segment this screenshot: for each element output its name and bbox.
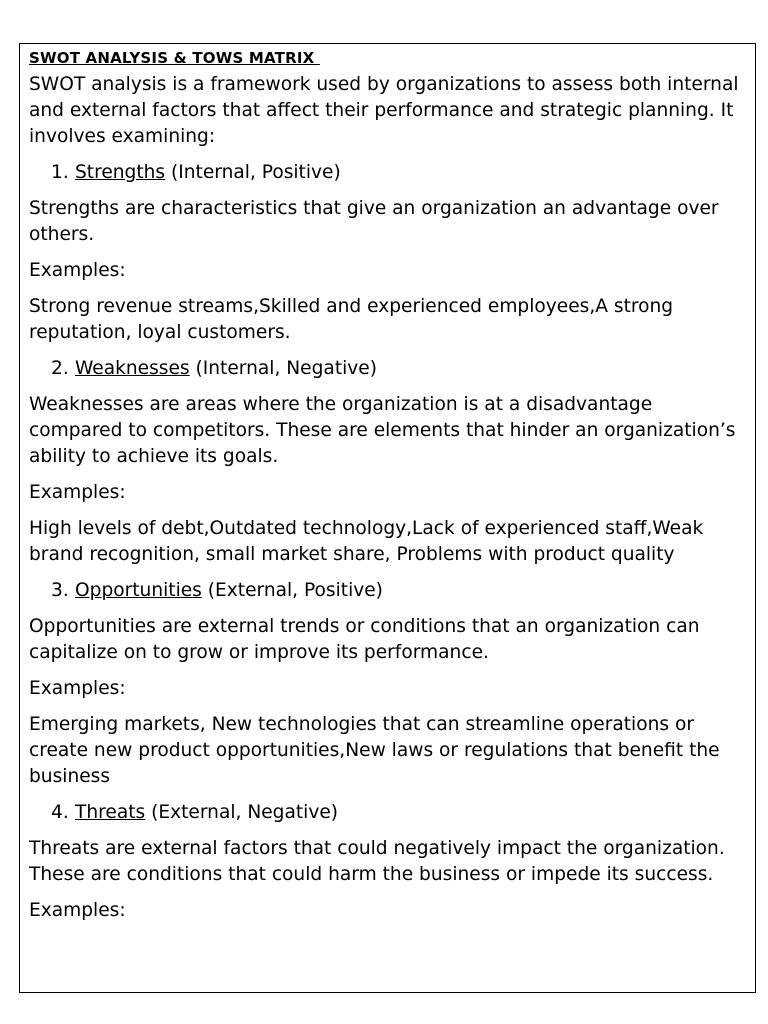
list-number: 1. (51, 162, 69, 183)
qualifier-text: (External, Negative) (145, 802, 339, 823)
term-threats: Threats (75, 802, 146, 823)
term-strengths: Strengths (75, 162, 166, 183)
term-opportunities: Opportunities (75, 580, 202, 601)
strengths-examples-label: Examples: (29, 260, 126, 281)
threats-description: Threats are external factors that could negatively impact the organization. These are conditions that could harm the business or impede its success. (29, 838, 725, 885)
document-title: SWOT ANALYSIS & TOWS MATRIX (29, 49, 320, 67)
strengths-description: Strengths are characteristics that give an organization an advantage over others. (29, 198, 719, 245)
qualifier-text: (Internal, Positive) (165, 162, 341, 183)
opportunities-examples: Emerging markets, New technologies that can streamline operations or create new product opportunities,New laws or regulations that benefit the business (29, 714, 720, 787)
opportunities-description: Opportunities are external trends or conditions that an organization can capitalize on to grow or improve its performance. (29, 616, 700, 663)
list-number: 3. (51, 580, 69, 601)
qualifier-text: (Internal, Negative) (189, 358, 377, 379)
list-item-opportunities (29, 578, 745, 604)
list-item-weaknesses (29, 356, 745, 382)
weaknesses-examples: High levels of debt,Outdated technology,Lack of experienced staff,Weak brand recognition, small market share, Problems with product quality (29, 518, 704, 565)
document-frame (19, 43, 756, 993)
weaknesses-description: Weaknesses are areas where the organization is at a disadvantage compared to competitors. These are elements that hinder an organization’s ability to achieve its goals. (29, 394, 736, 467)
list-item-threats (29, 800, 745, 826)
opportunities-examples-label: Examples: (29, 678, 126, 699)
list-number: 2. (51, 358, 69, 379)
threats-examples-label: Examples: (29, 900, 126, 921)
intro-paragraph: SWOT analysis is a framework used by organizations to assess both internal and external factors that affect their performance and strategic planning. It involves examining: (29, 74, 739, 147)
term-weaknesses: Weaknesses (75, 358, 190, 379)
list-number: 4. (51, 802, 69, 823)
weaknesses-examples-label: Examples: (29, 482, 126, 503)
strengths-examples: Strong revenue streams,Skilled and experienced employees,A strong reputation, loyal customers. (29, 296, 674, 343)
qualifier-text: (External, Positive) (201, 580, 383, 601)
list-item-strengths (29, 160, 745, 186)
